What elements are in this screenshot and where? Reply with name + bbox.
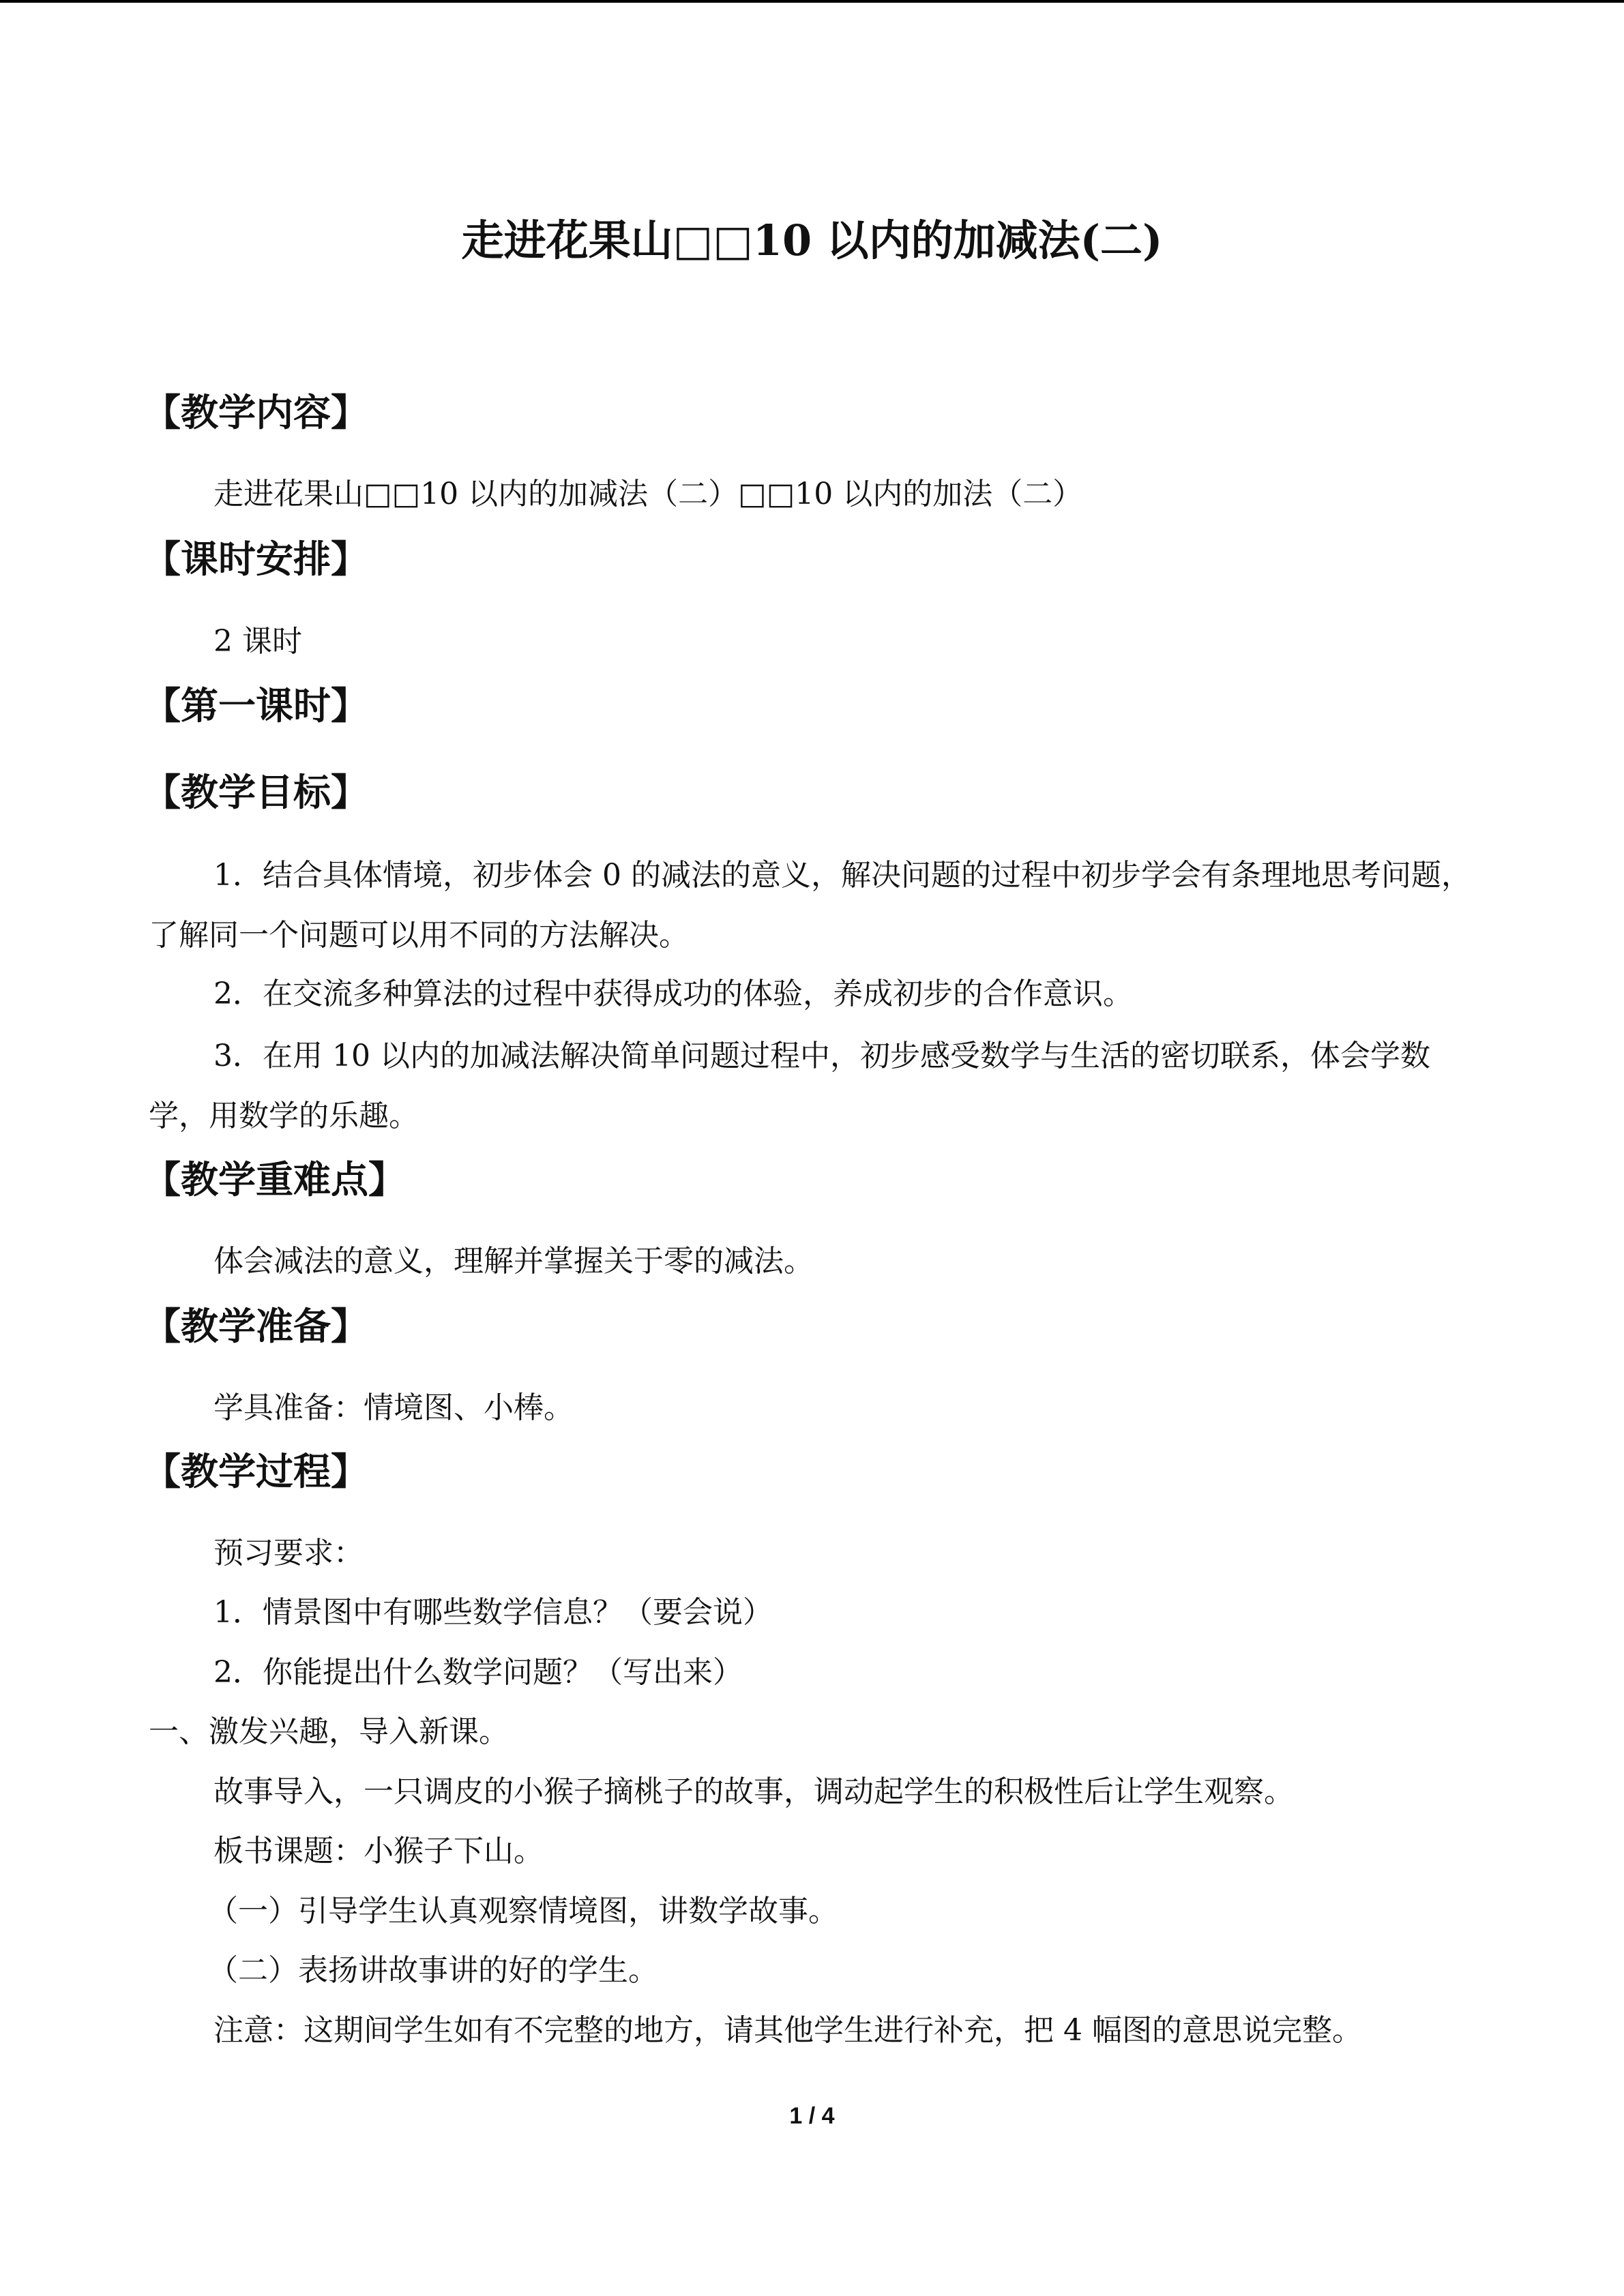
heading-class-schedule: 【课时安排】 (143, 537, 369, 581)
class-schedule-text: 2 课时 (213, 624, 302, 659)
sub-step-two: （二）表扬讲故事讲的好的学生。 (208, 1953, 658, 1988)
heading-preparation: 【教学准备】 (143, 1304, 369, 1348)
preview-item-2: 2．你能提出什么数学问题？（写出来） (213, 1655, 743, 1690)
teaching-content-text: 走进花果山□□10 以内的加减法（二）□□10 以内的加法（二） (213, 477, 1083, 511)
board-title-text: 板书课题：小猴子下山。 (213, 1834, 544, 1868)
story-intro-text: 故事导入，一只调皮的小猴子摘桃子的故事，调动起学生的积极性后让学生观察。 (213, 1774, 1294, 1809)
page-number: 1 / 4 (789, 2103, 835, 2129)
note-text: 注意：这期间学生如有不完整的地方，请其他学生进行补充，把 4 幅图的意思说完整。 (213, 2013, 1362, 2048)
preview-label: 预习要求： (213, 1536, 364, 1570)
preview-item-1: 1．情景图中有哪些数学信息？（要会说） (213, 1595, 773, 1630)
heading-teaching-goals: 【教学目标】 (143, 770, 369, 814)
heading-key-points: 【教学重难点】 (143, 1157, 407, 1202)
preparation-text: 学具准备：情境图、小棒。 (213, 1390, 574, 1425)
key-points-text: 体会减法的意义，理解并掌握关于零的减法。 (213, 1244, 814, 1279)
process-step-one: 一、激发兴趣，导入新课。 (149, 1714, 509, 1749)
heading-lesson-one: 【第一课时】 (143, 683, 369, 728)
heading-teaching-content: 【教学内容】 (143, 390, 369, 434)
goal-item-3: 3．在用 10 以内的加减法解决简单问题过程中，初步感受数学与生活的密切联系，体会学数学，用数学的乐趣。 (149, 1039, 1430, 1133)
sub-step-one: （一）引导学生认真观察情境图，讲数学故事。 (208, 1894, 838, 1928)
document-title: 走进花果山□□10 以内的加减法(二) (461, 215, 1163, 265)
goal-item-1: 1．结合具体情境，初步体会 0 的减法的意义，解决问题的过程中初步学会有条理地思考问题，了解同一个问题可以用不同的方法解决。 (149, 858, 1471, 953)
heading-teaching-process: 【教学过程】 (143, 1449, 369, 1493)
goal-item-2: 2．在交流多种算法的过程中获得成功的体验，养成初步的合作意识。 (213, 976, 1133, 1011)
